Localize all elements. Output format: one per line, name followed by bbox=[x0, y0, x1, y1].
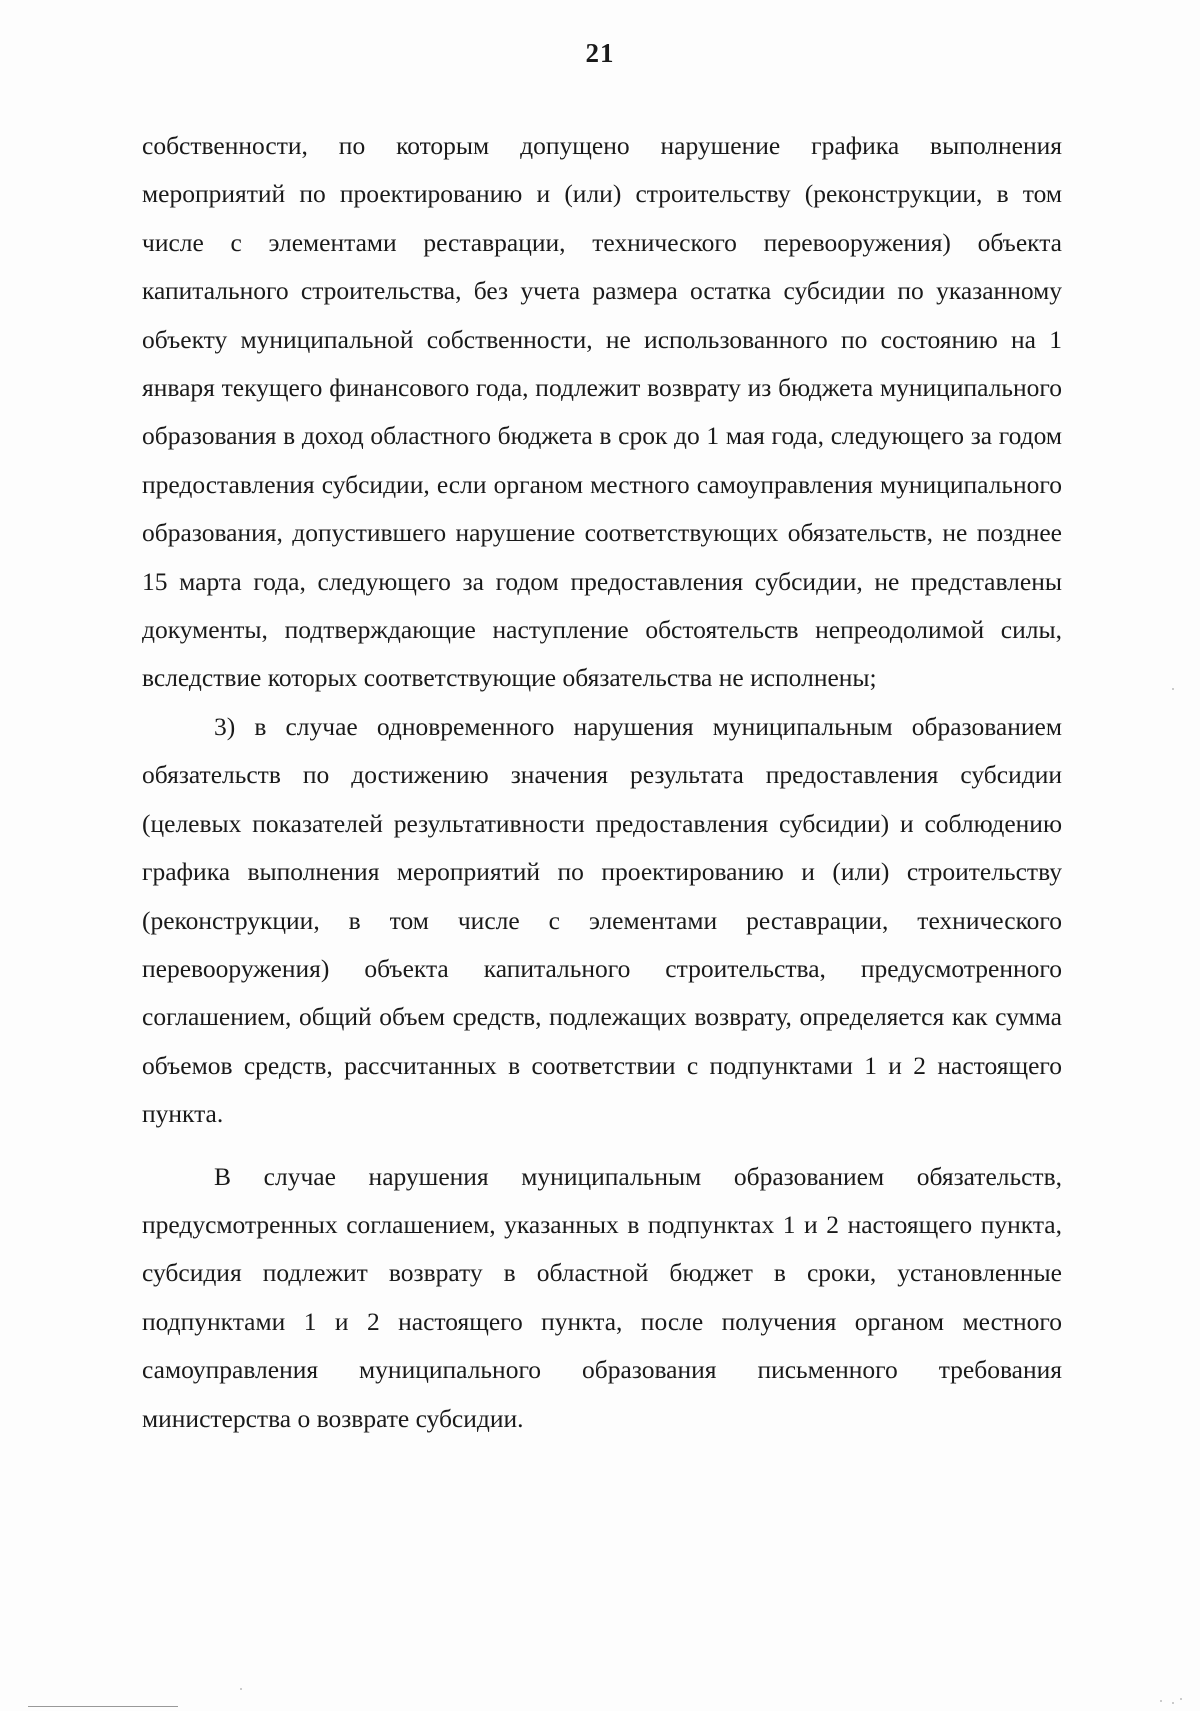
paragraph-return-conditions: В случае нарушения муниципальным образованием обязательств, предусмотренных соглашением, указанных в подпунктах 1 и 2 настоящего пункта, субсидия подлежит возврату в областной бюджет в сроки, установленные подпунктами 1 и 2 настоящего пункта, после получения органом местного самоуправления муниципального образования письменного требования министерства о возврате субсидии. bbox=[142, 1161, 1062, 1433]
scan-artifact-dot bbox=[1172, 688, 1174, 690]
scan-artifact-dot bbox=[1180, 1698, 1182, 1700]
scan-artifact-line bbox=[28, 1706, 178, 1707]
scan-artifact-dot bbox=[1172, 1702, 1174, 1704]
scan-artifact-dot bbox=[240, 1688, 242, 1690]
paragraph-item-3: 3) в случае одновременного нарушения муниципальным образованием обязательств по достижению значения результата предоставления субсидии (целевых показателей результативности предоставления субсидии) и соблюдению графика выполнения мероприятий по проектированию и (или) строительству (реконструкции, в том числе с элементами реставрации, технического перевооружения) объекта капитального строительства, предусмотренного соглашением, общий объем средств, подлежащих возврату, определяется как сумма объемов средств, рассчитанных в соответствии с подпунктами 1 и 2 настоящего пункта. bbox=[142, 711, 1062, 1129]
document-body bbox=[142, 122, 1062, 1443]
page-number: 21 bbox=[585, 38, 615, 68]
scan-artifact-dot bbox=[1160, 1700, 1162, 1702]
paragraph-continuation: собственности, по которым допущено нарушение графика выполнения мероприятий по проектированию и (или) строительству (реконструкции, в том числе с элементами реставрации, технического перевооружения) объекта капитального строительства, без учета размера остатка субсидии по указанному объекту муниципальной собственности, не использованного по состоянию на 1 января текущего финансового года, подлежит возврату из бюджета муниципального образования в доход областного бюджета в срок до 1 мая года, следующего за годом предоставления субсидии, если органом местного самоуправления муниципального образования, допустившего нарушение соответствующих обязательств, не позднее 15 марта года, следующего за годом предоставления субсидии, не представлены документы, подтверждающие наступление обстоятельств непреодолимой силы, вследствие которых соответствующие обязательства не исполнены; bbox=[142, 131, 1062, 693]
